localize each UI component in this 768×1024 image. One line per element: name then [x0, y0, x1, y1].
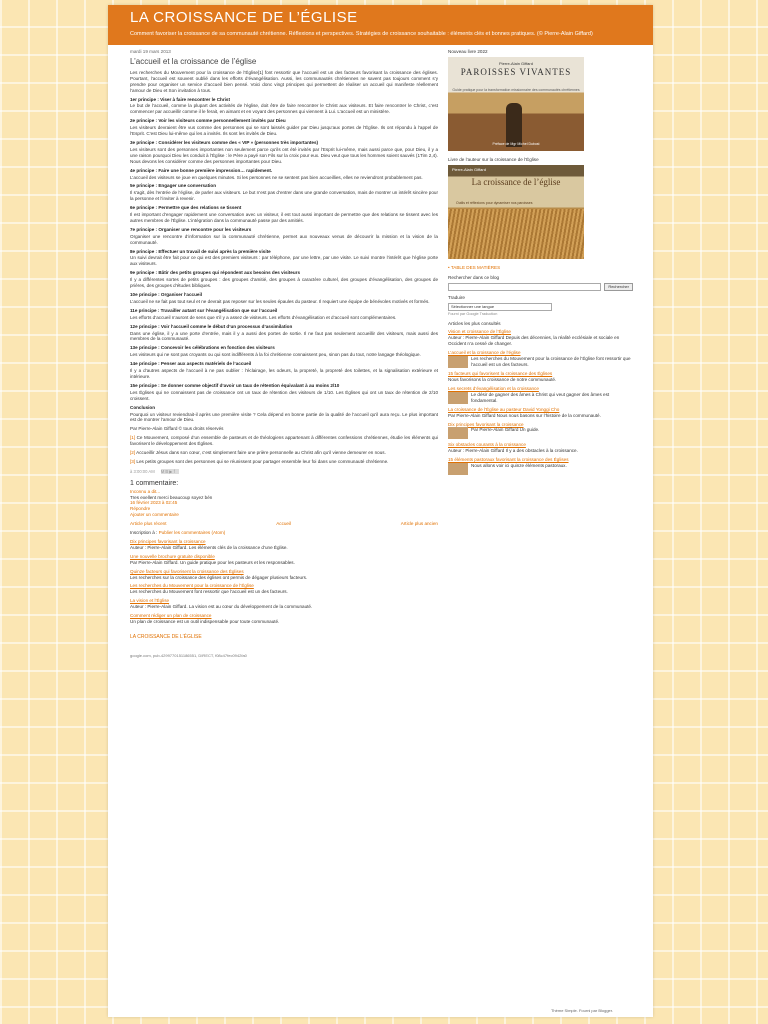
footnote-number[interactable]: [1]: [130, 435, 136, 441]
post-time[interactable]: à 3:00:00 AM: [130, 468, 155, 474]
older-post-link[interactable]: Article plus ancien: [400, 521, 438, 527]
post-intro: Les recherches du Mouvement pour la croissance de l’Église[1] font ressortir que l’accueil est un des facteurs favorisant la croissance des églises. Pourtant, l’accueil est souvent oublié dans les efforts d’évangélisation. Aussi, les communautés chrétiennes ne savent pas toujours comment s’y prendre pour organiser un service d’accueil bien pensé. Voici donc vingt principes qui permettent de réaliser un accueil qui manifeste réellement l’amour de Dieu et Son invitation à tous.: [130, 69, 438, 93]
toc-link[interactable]: • TABLE DES MATIÈRES: [448, 264, 501, 270]
footer-home-link[interactable]: LA CROISSANCE DE L’ÉGLISE: [130, 633, 202, 640]
translate-label: Traduire: [448, 294, 465, 300]
search-box: [448, 283, 633, 291]
section-heading: 12e principe : Voir l’accueil comme le début d’un processus d’assimilation: [130, 323, 293, 329]
book1-author: Pierre-Alain Giffard: [499, 60, 533, 66]
person-figure-icon: [506, 103, 522, 147]
section-text: Il y a différentes sortes de petits groupes : des groupes d’amitié, des groupes à caractère culturel, des groupes d’évangélisation, des groupes de prières, des groupes d’études bibliques.: [130, 277, 438, 289]
section-heading: 11e principe : Travailler autant sur l’évangélisation que sur l’accueil: [130, 307, 278, 313]
post-sections: [130, 97, 438, 402]
section-text: Organiser une rencontre d’information sur la communauté chrétienne, permet aux nouveaux venus de découvrir la mission et la vision de la communauté.: [130, 233, 438, 245]
popular-post-snippet: Auteur : Pierre-Alain Giffard Il y a des obstacles à la croissance.: [448, 448, 578, 454]
related-post-title[interactable]: Une nouvelle brochure gratuite disponible: [130, 553, 215, 559]
wheat-field-image: [448, 209, 584, 259]
popular-post-item: [448, 442, 633, 454]
section-text: Les visiteurs sont des personnes importantes non seulement parce qu’ils ont été invités par l’Esprit lui-même, mais aussi parce que, pour Dieu, il y a une raison pourquoi Dieu les conduit à l’Église : le Père a payé son Fils sur la croix pour eux. Dieu veut que tous les hommes soient sauvés (1Tim 2,4). Nous devons les considérer comme des personnes importantes pour Dieu.: [130, 146, 438, 164]
ads-attribution: google.com, pub-4299770151186551, DIRECT, f08c47fec0942fa0: [130, 652, 247, 658]
related-posts: [130, 539, 438, 625]
section-text: Il s’agit, dès l’entrée de l’église, de parler aux visiteurs. Le but n’est pas d’entrer dans une grande conversation, mais de montrer un intérêt sincère pour la personne et l’inviter à revenir.: [130, 190, 438, 202]
subscribe-row: [130, 530, 438, 536]
language-select[interactable]: Sélectionner une langue: [448, 303, 552, 311]
popular-post-snippet: Le désir de gagner des âmes à Christ qui veut gagner des âmes est fondamental.: [471, 391, 610, 403]
popular-post-snippet: Nous favorisons la croissance de notre communauté.: [448, 376, 557, 382]
popular-post-row: [448, 448, 633, 454]
section-text: Les Églises qui ne connaissent pas de croissance ont un taux de rétention des visiteurs de 1/10. Les Églises qui ont un taux de rétention de 2/10 croissent.: [130, 389, 438, 401]
popular-post-title[interactable]: 15 éléments pastoraux favorisant la croissance des Églises: [448, 457, 569, 463]
popular-post-item: [448, 350, 633, 368]
section-heading: 6e principe : Permettre que des relations se tissent: [130, 205, 242, 211]
section-heading: 9e principe : Bâtir des petits groupes qui répondent aux besoins des visiteurs: [130, 270, 301, 276]
footnote-text: Les petits groupes sont des personnes qui se réunissent pour partager ensemble leur foi dans une communauté chrétienne.: [136, 458, 389, 464]
footnotes: [130, 435, 438, 465]
popular-post-item: [448, 457, 633, 475]
book2-author: Pierre-Alain Giffard: [452, 166, 486, 172]
post-meta: [130, 469, 438, 475]
comment-date[interactable]: 16 février 2023 à 02:45: [130, 500, 178, 506]
post-title[interactable]: L’accueil et la croissance de l’église: [130, 56, 257, 66]
add-comment-link[interactable]: Ajouter un commentaire: [130, 512, 179, 518]
popular-post-title[interactable]: Vision et croissance de l’Église: [448, 329, 511, 335]
popular-post-item: [448, 422, 633, 440]
blog-title[interactable]: LA CROISSANCE DE L’ÉGLISE: [130, 9, 358, 26]
blog-page: [108, 5, 653, 1017]
popular-post-snippet: Par Pierre-Alain Giffard Un guide.: [471, 427, 540, 433]
section-heading: 15e principe : Se donner comme objectif d’avoir un taux de rétention équivalant à au moins 2/10: [130, 382, 340, 388]
section-text: Le but de l’accueil, comme la plupart des activités de l’église, doit être de faire rencontrer le Christ aux visiteurs. Et faire rencontrer le Christ, c’est commencer par accueillir comme il le ferait, en aimant et en voyant des personnes qui viennent à Lui. L’accueil est un ministère.: [130, 103, 438, 115]
popular-post-item: [448, 386, 633, 404]
popular-post-thumbnail[interactable]: [448, 427, 468, 439]
popular-post-item: [448, 329, 633, 347]
sidebar: [448, 49, 633, 659]
section-heading: 2e principe : Voir les visiteurs comme personnellement invités par Dieu: [130, 118, 286, 124]
translate-powered[interactable]: Fourni par Google Traduction: [448, 311, 498, 316]
book1-title: PAROISSES VIVANTES: [460, 66, 572, 77]
popular-post-title[interactable]: Dix principes favorisant la croissance: [448, 421, 524, 427]
comment-author[interactable]: Inconnu a dit...: [130, 488, 161, 494]
section-heading: 5e principe : Engager une conversation: [130, 183, 217, 189]
related-post-snippet: Auteur : Pierre-Alain Giffard. Les éléments clés de la croissance d’une Église.: [130, 544, 288, 550]
subscribe-link[interactable]: Publier les commentaires (Atom): [158, 530, 226, 536]
related-post-title[interactable]: Comment rédiger un plan de croissance: [130, 613, 212, 619]
section-text: Il y a d’autres aspects de l’accueil à ne pas oublier : l’éclairage, les odeurs, la propreté, la propreté des toilettes, et la signalisation extérieure et intérieure.: [130, 368, 438, 379]
blog-description: Comment favoriser la croissance de sa communauté chrétienne. Réflexions et perspectives. Stratégies de croissance souhaitable : éléments clés et bonnes pratiques. (© Pierre-Alain Giffard): [130, 31, 593, 37]
comments-title: 1 commentaire:: [130, 479, 179, 487]
section-text: Dans une église, il y a une porte d’entrée, mais il y a aussi des portes de sortie. Il ne faut pas seulement accueillir des visiteurs, mais aussi des membres de la communauté.: [130, 330, 438, 342]
subscribe-label: Inscription à :: [130, 530, 158, 536]
related-post-snippet: Les recherches sur la croissance des églises ont permis de dégager plusieurs facteurs.: [130, 574, 308, 580]
book1-cover-image[interactable]: [448, 57, 584, 151]
conclusion-heading: Conclusion: [130, 404, 156, 410]
footnote-number[interactable]: [2]: [130, 450, 136, 456]
section-heading: 8e principe : Effectuer un travail de suivi après la première visite: [130, 248, 271, 254]
popular-posts: [448, 329, 633, 475]
book1-subtitle: Guide pratique pour la transformation missionnaire des communautés chrétiennes: [452, 87, 580, 92]
section-heading: 7e principe : Organiser une rencontre pour les visiteurs: [130, 226, 252, 232]
related-post-snippet: Un plan de croissance est un outil indispensable pour toute communauté.: [130, 618, 280, 624]
section-text: Il est important d’engager rapidement une conversation avec un visiteur, il est tout aussi important de permettre que des relations se tissent avec les autres membres de l’Église. L’intégration dans la communauté passe par des amitiés.: [130, 212, 438, 223]
popular-post-row: [448, 413, 633, 419]
popular-post-thumbnail[interactable]: [448, 463, 468, 475]
book1-preface: Préface de Mgr Michel Dubost: [492, 142, 540, 146]
toc-label: TABLE DES MATIÈRES: [450, 264, 501, 270]
popular-post-snippet: Auteur : Pierre-Alain Giffard Depuis des décennies, la réalité ecclésiale et sociale en Occident n’a cessé de changer.: [448, 335, 620, 347]
footnote-text: Ce Mouvement, composé d’un ensemble de pasteurs et de théologiens appartenant à différentes confessions chrétiennes, étudie les éléments qui favorisent le développement des Églises.: [130, 435, 438, 447]
book1-label: Nouveau livre 2022: [448, 49, 488, 54]
section-text: Les efforts d’accueil n’auront de sens que s’il y a assez de visiteurs. Les efforts d’évangélisation et d’accueil sont complémentaires.: [130, 314, 397, 320]
blog-header: [108, 5, 653, 45]
related-post-snippet: Les recherches du Mouvement font ressortir que l’accueil est un des facteurs.: [130, 589, 288, 595]
theme-attribution: Thème Simple. Fourni par Blogger.: [550, 1008, 613, 1013]
popular-post-row: [448, 335, 633, 347]
footnote-item: [130, 459, 438, 465]
popular-post-title[interactable]: La croissance de l’Église au pasteur David Yonggi Cho: [448, 406, 560, 412]
reply-link[interactable]: Répondre: [130, 506, 151, 512]
popular-post-title[interactable]: L’accueil et la croissance de l’église: [448, 350, 521, 356]
section-heading: 13e principe : Concevoir les célébrations en fonction des visiteurs: [130, 345, 275, 351]
popular-post-row: [448, 377, 633, 383]
section-text: Les visiteurs qui ne sont pas croyants ou qui sont indifférents à la foi chrétienne connaissent peu, sinon pas du tout, notre langage théologique.: [130, 352, 421, 358]
popular-post-title[interactable]: Les secrets d’évangélisation et la croissance: [448, 385, 539, 391]
search-button[interactable]: Rechercher: [604, 283, 633, 291]
search-label: Rechercher dans ce blog: [448, 274, 500, 280]
footnote-text: Accueillir Jésus dans son cœur, c’est simplement faire une prière personnelle au Christ afin qu’il vienne demeurer en nous.: [136, 450, 386, 456]
book2-subtitle: Outils et réflexions pour dynamiser nos paroisses: [456, 200, 533, 205]
book2-cover-image[interactable]: [448, 165, 584, 259]
book2-title: La croissance de l’église: [471, 176, 561, 187]
popular-post-row: [448, 392, 633, 404]
main-column: [130, 49, 438, 659]
related-post-title[interactable]: Les recherches du Mouvement pour la croissance de l’Église: [130, 583, 254, 589]
post-date: mardi 19 mars 2013: [130, 49, 171, 54]
conclusion-text: Pourquoi un visiteur reviendrait-il après une première visite ? Cela dépend en bonne partie de la qualité de l’accueil qu’il aura reçu. Le plus important est de montrer l’amour de Dieu.: [130, 411, 438, 423]
footnote-item: [130, 435, 438, 447]
popular-post-item: [448, 407, 633, 419]
popular-post-thumbnail[interactable]: [448, 392, 468, 404]
newer-post-link[interactable]: Article plus récent: [130, 521, 167, 527]
popular-post-item: [448, 371, 633, 383]
related-post-title[interactable]: Dix principes favorisant la croissance: [130, 539, 206, 544]
home-link[interactable]: Accueil: [276, 521, 292, 527]
footnote-item: [130, 450, 438, 456]
section-heading: 14e principe : Penser aux aspects matériels de l’accueil: [130, 361, 252, 367]
popular-post-thumbnail[interactable]: [448, 356, 468, 368]
section-text: L’accueil ne se fait pas tout seul et ne devrait pas reposer sur les seules épaules du pasteur. Il requiert une équipe de bénévoles motivés et formés.: [130, 298, 430, 304]
section-heading: 1er principe : Viser à faire rencontrer le Christ: [130, 96, 230, 102]
book2-label: Livre de l’auteur sur la croissance de l’Église: [448, 156, 539, 162]
section-text: Les visiteurs devraient être vus comme des personnes qui se sont laissés guider par Dieu jusqu’aux portes de l’Église. Ils ont répondu à l’appel de l’Esprit. C’est Dieu lui-même qui les a invités. Ils sont les invités de Dieu.: [130, 125, 438, 137]
popular-post-row: [448, 463, 633, 475]
related-post-snippet: Auteur : Pierre-Alain Giffard. La vision est au cœur du développement de la communauté.: [130, 604, 313, 610]
popular-label: Articles les plus consultés: [448, 321, 501, 327]
section-text: L’accueil des visiteurs se joue en quelques minutes. Si les personnes ne se sentent pas bien accueillies, elles ne reviendront probablement pas.: [130, 174, 423, 180]
popular-post-snippet: Nous allons voir ici quinze éléments pastoraux.: [471, 463, 567, 469]
related-post-title[interactable]: La vision et l’Église: [130, 598, 170, 604]
post-signature: Par Pierre-Alain Giffard © tous droits réservés: [130, 426, 224, 432]
share-buttons[interactable]: M B ▶ f: [161, 469, 179, 474]
footnote-number[interactable]: [3]: [130, 458, 136, 464]
popular-post-snippet: Par Pierre-Alain Giffard Nous nous basons sur l’histoire de la communauté.: [448, 412, 601, 418]
blog-pager: [130, 521, 438, 527]
popular-post-row: [448, 356, 633, 368]
popular-post-title[interactable]: 15 facteurs qui favorisent la croissance des Églises: [448, 370, 553, 376]
popular-post-snippet: Les recherches du Mouvement pour la croissance de l’Église font ressortir que l’accueil est un des facteurs.: [471, 355, 631, 367]
search-input[interactable]: [448, 283, 601, 291]
section-heading: 3e principe : Considérer les visiteurs comme des « VIP » (personnes très importantes): [130, 139, 319, 145]
popular-post-title[interactable]: Six obstacles courants à la croissance: [448, 442, 526, 448]
section-text: Un suivi devrait être fait pour ce qui est des premiers visiteurs : par téléphone, par une lettre, par une visite. Le suivi montre l’intérêt que l’église porte aux visiteurs.: [130, 255, 438, 267]
related-post-snippet: Par Pierre-Alain Giffard. Un guide pratique pour les pasteurs et les responsables.: [130, 559, 295, 565]
related-post-title[interactable]: Quinze facteurs qui favorisent la croissance des Églises: [130, 568, 244, 574]
comment-text: Tres exellent merci beaucoup soyez bén: [130, 494, 213, 500]
section-heading: 4e principe : Faire une bonne première impression… rapidement.: [130, 167, 273, 173]
popular-post-row: [448, 427, 633, 439]
section-heading: 10e principe : Organiser l’accueil: [130, 292, 202, 297]
